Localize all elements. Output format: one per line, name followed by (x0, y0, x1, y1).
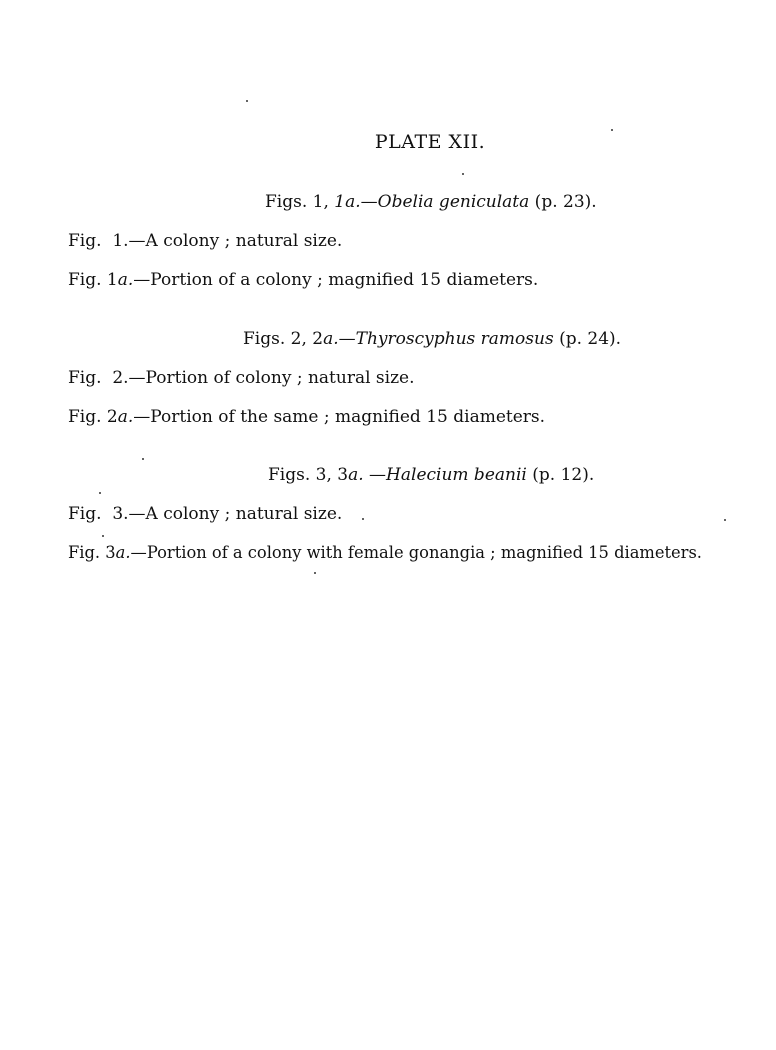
group-heading-2 (243, 329, 621, 349)
scan-speck (102, 535, 104, 537)
heading-dash: — (338, 329, 356, 349)
heading-page-ref: (p. 24). (553, 329, 622, 349)
scan-speck (362, 518, 364, 520)
figure-entry-2 (68, 368, 415, 388)
heading-page-ref: (p. 23). (529, 192, 597, 212)
scan-speck (99, 492, 101, 494)
fig-label: Fig. 2 (68, 407, 118, 427)
heading-figs-suffix: a. (348, 465, 364, 485)
scan-speck (142, 458, 144, 460)
heading-figs: Figs. 3, 3 (268, 465, 349, 485)
fig-label: Fig. 2. (68, 368, 129, 388)
scan-speck (314, 572, 316, 574)
scan-speck (246, 100, 248, 102)
fig-description: —A colony ; natural size. (128, 504, 343, 524)
heading-page-ref: (p. 12). (526, 465, 595, 485)
species-name: Halecium beanii (386, 465, 527, 485)
heading-figs: Figs. 1, (265, 192, 335, 212)
group-heading-1 (265, 192, 597, 212)
heading-dash: — (360, 192, 378, 212)
scan-speck (611, 129, 613, 131)
figure-entry-3a (68, 543, 702, 562)
fig-label-suffix: a. (117, 270, 134, 290)
fig-label: Fig. 3 (68, 543, 116, 562)
fig-description: —Portion of a colony ; magnified 15 diameters. (133, 270, 539, 290)
fig-label: Fig. 3. (68, 504, 129, 524)
figure-entry-1 (68, 231, 342, 251)
figure-entry-1a (68, 270, 538, 290)
fig-label: Fig. 1. (68, 231, 129, 251)
fig-label-suffix: a. (115, 543, 131, 562)
scan-speck (462, 173, 464, 175)
figure-entry-3 (68, 504, 342, 524)
heading-figs-suffix: a. (323, 329, 339, 349)
scan-speck (724, 519, 726, 521)
heading-figs-suffix: 1a. (334, 192, 361, 212)
fig-description: —Portion of the same ; magnified 15 diameters. (133, 407, 546, 427)
plate-title: PLATE XII. (374, 131, 486, 153)
species-name: Thyroscyphus ramosus (355, 329, 554, 349)
fig-description: —A colony ; natural size. (128, 231, 343, 251)
species-name: Obelia geniculata (377, 192, 530, 212)
group-heading-3 (268, 465, 594, 485)
fig-label: Fig. 1 (68, 270, 118, 290)
heading-dash: — (363, 465, 387, 485)
heading-figs: Figs. 2, 2 (243, 329, 324, 349)
figure-entry-2a (68, 407, 545, 427)
fig-description: —Portion of a colony with female gonangia ; magnified 15 diameters. (130, 543, 702, 562)
fig-description: —Portion of colony ; natural size. (128, 368, 415, 388)
fig-label-suffix: a. (117, 407, 134, 427)
